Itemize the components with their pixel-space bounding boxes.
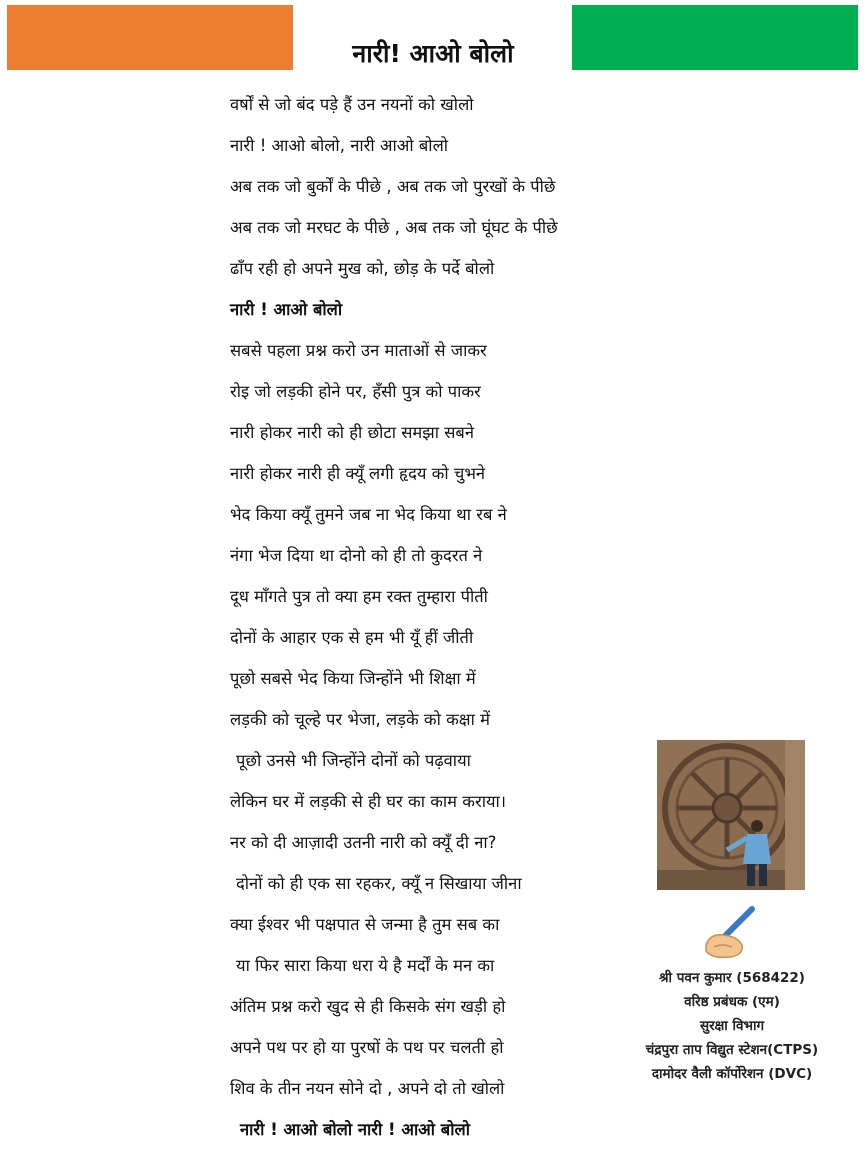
poem-line: सबसे पहला प्रश्न करो उन माताओं से जाकर [230, 341, 487, 360]
poem-line: भेद किया क्यूँ तुमने जब ना भेद किया था रब ने [230, 505, 507, 524]
poem-line: दोनों को ही एक सा रहकर, क्यूँ न सिखाया जीना [236, 874, 522, 893]
poem-line: नर को दी आज़ादी उतनी नारी को क्यूँ दी ना? [230, 833, 497, 852]
poem-line: ढाँप रही हो अपने मुख को, छोड़ के पर्दे बोलो [230, 259, 495, 278]
poem-line: दोनों के आहार एक से हम भी यूँ हीं जीती [230, 628, 474, 647]
poem-line: क्या ईश्वर भी पक्षपात से जन्मा है तुम सब का [230, 915, 500, 934]
poem-line: नारी होकर नारी ही क्यूँ लगी हृदय को चुभने [230, 464, 486, 483]
poem-line: अब तक जो बुर्कों के पीछे , अब तक जो पुरखों के पीछे [230, 177, 556, 196]
author-name: श्री पवन कुमार (568422) [659, 970, 805, 986]
sun-temple-wheel-photo [657, 740, 805, 890]
poem-line: अंतिम प्रश्न करो खुद से ही किसके संग खड़ी हो [230, 997, 506, 1016]
poem-line: शिव के तीन नयन सोने दो , अपने दो तो खोलो [230, 1079, 505, 1098]
poem-title: नारी! आओ बोलो [352, 39, 514, 68]
poem-line: पूछो सबसे भेद किया जिन्होंने भी शिक्षा में [230, 669, 476, 688]
poem-line: अब तक जो मरघट के पीछे , अब तक जो घूंघट के पीछे [230, 218, 558, 237]
author-station: चंद्रपुरा ताप विद्युत स्टेशन(CTPS) [645, 1042, 819, 1058]
author-signature-block [612, 966, 852, 1086]
poem-line: दूध माँगते पुत्र तो क्या हम रक्त तुम्हारा पीती [230, 587, 488, 606]
poem-line: वर्षों से जो बंद पड़े हैं उन नयनों को खोलो [230, 95, 474, 114]
author-photo [657, 740, 805, 890]
poem-line: लेकिन घर में लड़की से ही घर का काम कराया। [230, 792, 507, 811]
author-department: सुरक्षा विभाग [699, 1018, 765, 1034]
poem-closing-refrain: नारी ! आओ बोलो नारी ! आओ बोलो [240, 1120, 470, 1139]
poem-line: रोइ जो लड़की होने पर, हँसी पुत्र को पाकर [230, 382, 481, 401]
poem-line: अपने पथ पर हो या पुरषों के पथ पर चलती हो [230, 1038, 504, 1057]
poem-line: नारी ! आओ बोलो, नारी आओ बोलो [230, 136, 449, 155]
poem-line: नंगा भेज दिया था दोनो को ही तो कुदरत ने [230, 546, 483, 565]
poem-line: पूछो उनसे भी जिन्होंने दोनों को पढ़वाया [236, 751, 471, 770]
green-header-bar [572, 5, 858, 70]
poem-line: या फिर सारा किया धरा ये है मर्दों के मन का [236, 956, 495, 975]
author-organization: दामोदर वैली कॉर्पोरेशन (DVC) [651, 1066, 813, 1082]
poem-line: लड़की को चूल्हे पर भेजा, लड़के को कक्षा में [230, 710, 490, 729]
author-designation: वरिष्ठ प्रबंधक (एम) [684, 994, 780, 1010]
writing-hand-icon [700, 905, 760, 960]
poem-line: नारी होकर नारी को ही छोटा समझा सबने [230, 423, 474, 442]
orange-header-bar [7, 5, 293, 70]
poem-refrain: नारी ! आओ बोलो [230, 300, 343, 319]
poem-body [230, 92, 620, 1158]
